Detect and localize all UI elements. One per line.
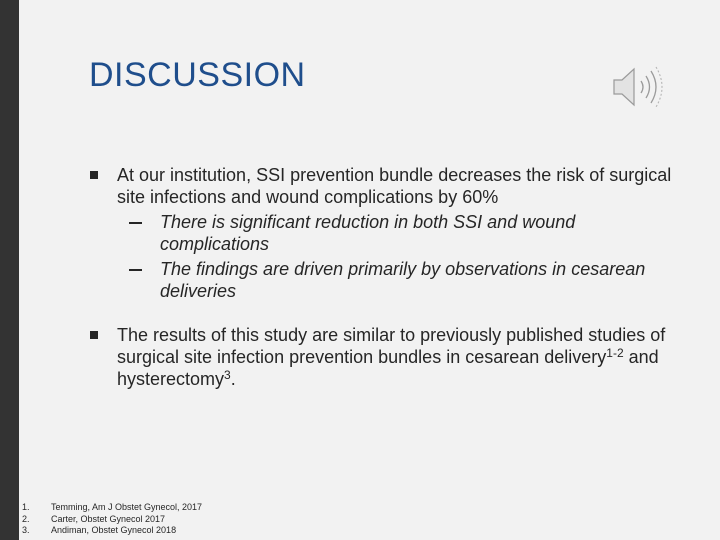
bullet-text: The results of this study are similar to previously published studies of surgical site infection prevention bundles in cesarean delivery [117, 325, 666, 367]
citation-superscript: 3 [224, 368, 231, 382]
reference-number: 1. [22, 502, 30, 512]
reference-number: 2. [22, 513, 30, 524]
sub-bullet-item [87, 211, 687, 255]
reference-number: 3. [22, 525, 30, 535]
dash-bullet-icon [129, 222, 142, 224]
sub-bullet-item [87, 258, 687, 302]
references-list [22, 502, 202, 537]
bullet-item [87, 164, 687, 208]
reference-item [22, 514, 202, 526]
sub-bullet-text: The findings are driven primarily by observations in cesarean deliveries [160, 259, 646, 301]
bullet-text: and hysterectomy [117, 347, 659, 389]
bullet-text: . [230, 369, 236, 389]
sub-bullet-text: There is significant reduction in both SSI and wound complications [160, 212, 576, 254]
reference-text: Carter, Obstet Gynecol 2017 [51, 513, 166, 524]
reference-item [22, 502, 202, 514]
speaker-icon[interactable] [610, 64, 670, 110]
bullet-list [87, 164, 687, 390]
reference-item [22, 525, 202, 537]
reference-text: Temming, Am J Obstet Gynecol, 2017 [51, 502, 203, 512]
dash-bullet-icon [129, 269, 142, 271]
slide-title: DISCUSSION [89, 56, 306, 94]
citation-superscript: 1-2 [606, 346, 624, 360]
square-bullet-icon [90, 331, 98, 339]
bullet-item [87, 324, 687, 390]
left-accent-bar [0, 0, 19, 540]
reference-text: Andiman, Obstet Gynecol 2018 [51, 525, 177, 535]
square-bullet-icon [90, 171, 98, 179]
bullet-text: At our institution, SSI prevention bundle decreases the risk of surgical site infections and wound complications by 60% [117, 165, 672, 207]
